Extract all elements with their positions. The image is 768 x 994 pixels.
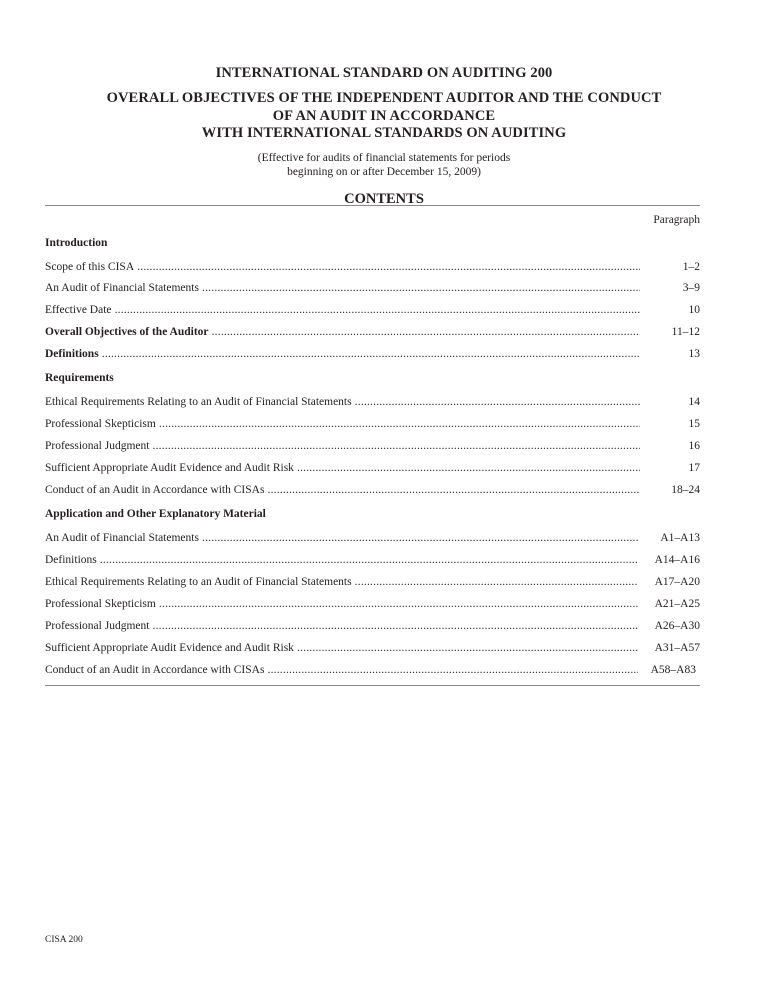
title-line-2: OF AN AUDIT IN ACCORDANCE (272, 107, 496, 124)
toc-row-label: Definitions (45, 554, 97, 566)
toc-row-ref: A17–A20 (654, 576, 700, 588)
document-title (0, 90, 768, 143)
section-heading-requirements: Requirements (45, 372, 114, 384)
toc-row-ref: A14–A16 (654, 554, 700, 566)
toc-row[interactable] (45, 482, 700, 498)
toc-row-ref: 1–2 (682, 261, 700, 273)
toc-row-ref: 17 (688, 462, 700, 474)
toc-row[interactable] (45, 259, 700, 275)
toc-row-label: Sufficient Appropriate Audit Evidence and Audit Risk (45, 642, 294, 654)
toc-row[interactable] (45, 574, 700, 590)
toc-row[interactable] (45, 280, 700, 296)
toc-row-definitions[interactable] (45, 346, 700, 362)
toc-row-ref: A31–A57 (654, 642, 700, 654)
top-divider (45, 205, 700, 206)
standard-title: INTERNATIONAL STANDARD ON AUDITING 200 (215, 65, 553, 81)
toc-row[interactable] (45, 302, 700, 318)
section-heading-introduction: Introduction (45, 237, 108, 249)
toc-row[interactable] (45, 460, 700, 476)
toc-row-ref: 3–9 (682, 282, 700, 294)
toc-row-ref: 11–12 (671, 326, 700, 338)
paragraph-column-label: Paragraph (653, 214, 700, 226)
toc-row-label: Ethical Requirements Relating to an Audit of Financial Statements (45, 576, 352, 588)
toc-row[interactable] (45, 416, 700, 432)
contents-heading: CONTENTS (344, 190, 424, 207)
toc-row-objectives[interactable] (45, 324, 700, 340)
toc-row-label: Conduct of an Audit in Accordance with CISAs (45, 664, 265, 676)
toc-row-ref: 15 (688, 418, 700, 430)
toc-row-label: Definitions (45, 348, 99, 360)
toc-row-ref: A58–A83 (650, 664, 696, 676)
effective-line-2: beginning on or after December 15, 2009) (287, 165, 481, 178)
toc-row[interactable] (45, 530, 700, 546)
document-header (0, 64, 768, 207)
toc-row-label: Sufficient Appropriate Audit Evidence and Audit Risk (45, 462, 294, 474)
toc-row[interactable] (45, 552, 700, 568)
toc-row-label: An Audit of Financial Statements (45, 532, 199, 544)
effective-note (0, 151, 768, 179)
title-line-3: WITH INTERNATIONAL STANDARDS ON AUDITING (201, 125, 567, 141)
toc-row-ref: 18–24 (671, 484, 700, 496)
toc-row-label: Professional Judgment (45, 440, 150, 452)
toc-row-ref: A1–A13 (660, 532, 700, 544)
page-footer: CISA 200 (45, 935, 83, 945)
toc-row-label: Professional Skepticism (45, 418, 156, 430)
toc-row-label: Effective Date (45, 304, 112, 316)
toc-row[interactable] (45, 618, 700, 634)
section-heading-application: Application and Other Explanatory Material (45, 508, 266, 520)
toc-row-ref: 10 (688, 304, 700, 316)
toc-row-ref: 13 (688, 348, 700, 360)
toc-row-label: Conduct of an Audit in Accordance with CISAs (45, 484, 265, 496)
toc-row[interactable] (45, 662, 700, 678)
toc-row-ref: A21–A25 (654, 598, 700, 610)
bottom-divider (45, 685, 700, 686)
toc-row[interactable] (45, 438, 700, 454)
toc-row[interactable] (45, 596, 700, 612)
toc-row-label: Professional Judgment (45, 620, 150, 632)
title-line-1: OVERALL OBJECTIVES OF THE INDEPENDENT AUDITOR AND THE CONDUCT (106, 90, 662, 106)
toc-row-ref: 16 (688, 440, 700, 452)
toc-row-label: Ethical Requirements Relating to an Audit of Financial Statements (45, 396, 352, 408)
effective-line-1: (Effective for audits of financial statements for periods (257, 151, 511, 164)
toc-row-label: An Audit of Financial Statements (45, 282, 199, 294)
toc-row[interactable] (45, 394, 700, 410)
toc-row-label: Scope of this CISA (45, 261, 135, 273)
toc-row-ref: 14 (688, 396, 700, 408)
toc-row-ref: A26–A30 (654, 620, 700, 632)
toc-row[interactable] (45, 640, 700, 656)
toc-row-label: Overall Objectives of the Auditor (45, 326, 209, 338)
toc-row-label: Professional Skepticism (45, 598, 156, 610)
